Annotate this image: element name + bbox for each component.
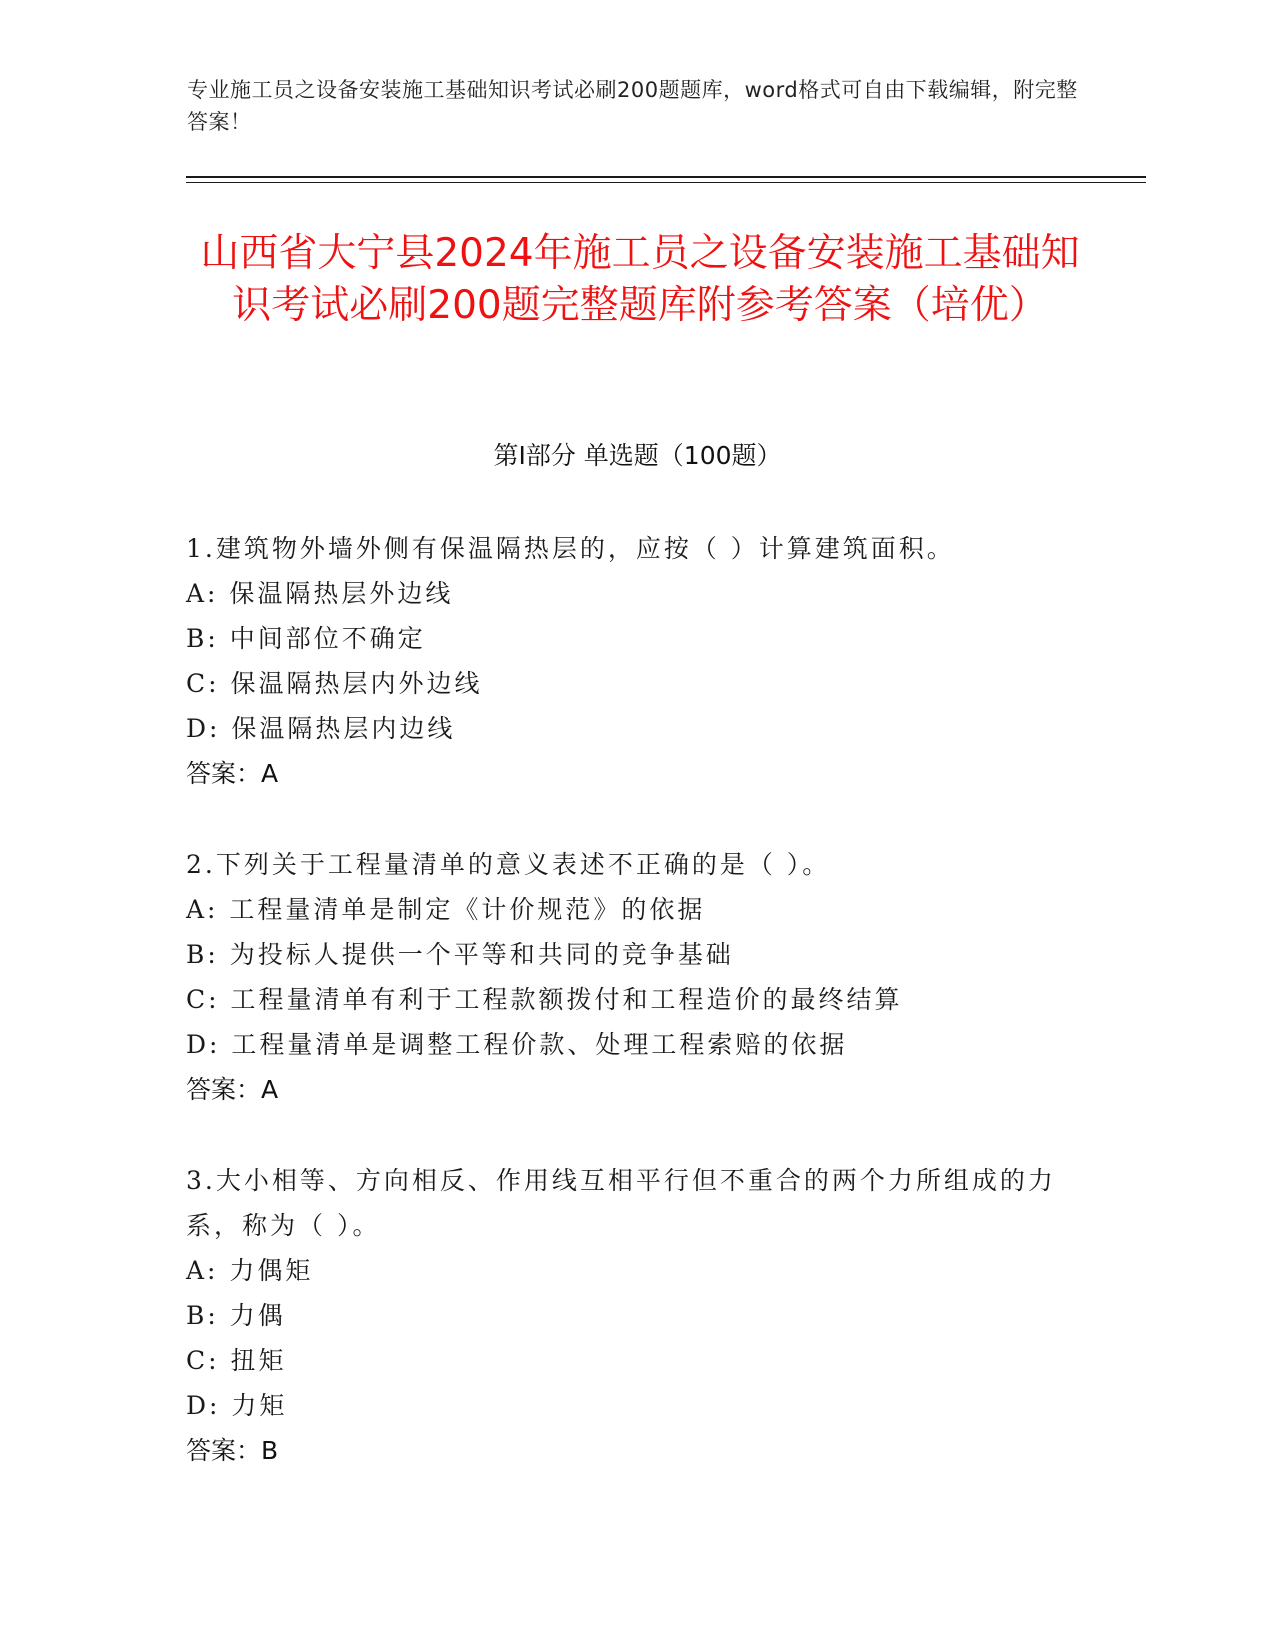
answer: 答案：A — [186, 759, 279, 788]
option-c: C: 扭矩 — [186, 1346, 287, 1375]
option-d: D: 力矩 — [186, 1391, 288, 1420]
answer: 答案：A — [186, 1075, 279, 1104]
question-text: 3.大小相等、方向相反、作用线互相平行但不重合的两个力所组成的力系，称为（ ）。 — [186, 1166, 1056, 1240]
header-note: 专业施工员之设备安装施工基础知识考试必刷200题题库，word格式可自由下载编辑，附完整答案！ — [187, 78, 1078, 134]
option-c: C: 工程量清单有利于工程款额拨付和工程造价的最终结算 — [186, 985, 903, 1014]
option-d: D: 工程量清单是调整工程价款、处理工程索赔的依据 — [186, 1030, 848, 1059]
option-a: A: 保温隔热层外边线 — [186, 579, 454, 608]
option-d: D: 保温隔热层内边线 — [186, 714, 456, 743]
question-text: 1.建筑物外墙外侧有保温隔热层的，应按（ ）计算建筑面积。 — [186, 534, 955, 563]
header-divider-thick — [186, 176, 1146, 178]
header-divider-thin — [186, 182, 1146, 183]
option-b: B: 力偶 — [186, 1301, 286, 1330]
document-title: 山西省大宁县2024年施工员之设备安装施工基础知识考试必刷200题完整题库附参考答案（培优） — [200, 231, 1080, 328]
option-b: B: 为投标人提供一个平等和共同的竞争基础 — [186, 940, 734, 969]
section-title: 第Ⅰ部分 单选题（100题） — [493, 441, 782, 470]
question-2 — [186, 842, 1086, 1112]
option-b: B: 中间部位不确定 — [186, 624, 426, 653]
question-3 — [186, 1158, 1086, 1473]
question-text: 2.下列关于工程量清单的意义表述不正确的是（ ）。 — [186, 850, 831, 879]
question-list — [186, 526, 1086, 1519]
answer: 答案：B — [186, 1436, 279, 1465]
option-c: C: 保温隔热层内外边线 — [186, 669, 483, 698]
option-a: A: 工程量清单是制定《计价规范》的依据 — [186, 895, 706, 924]
question-1 — [186, 526, 1086, 796]
option-a: A: 力偶矩 — [186, 1256, 314, 1285]
